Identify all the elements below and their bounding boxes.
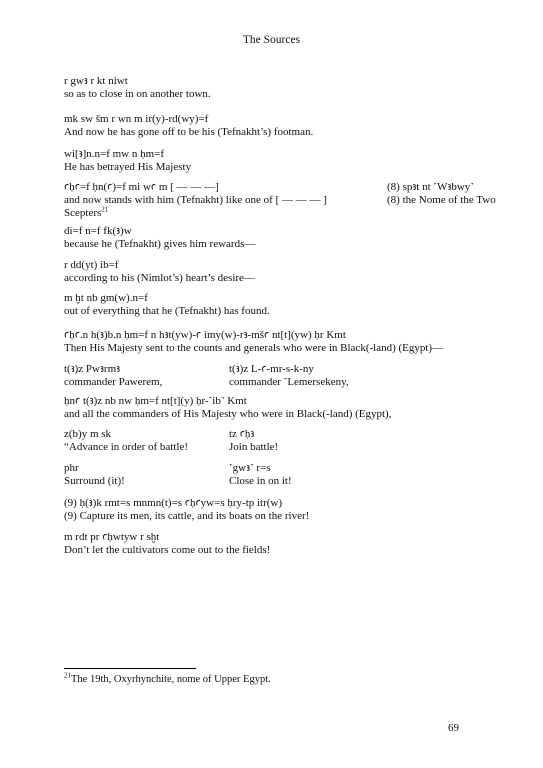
passage-block-2 [64,113,313,139]
passage-block-11-right [229,428,278,454]
translation: And now he has gone off to be his (Tefnakht’s) footman. [64,126,314,138]
passage-block-3 [64,148,191,174]
translation: because he (Tefnakht) gives him rewards— [64,238,256,250]
footnote-ref[interactable]: 21 [101,205,109,214]
translation: Close in on it! [229,475,292,487]
footnote-divider [64,668,196,669]
translation: Join battle! [229,441,279,453]
transliteration: wi[ꜣ]n.n=f mw n ḥm=f [64,148,165,160]
transliteration: m ḫt nb gm(w).n=f [64,292,148,304]
passage-block-5 [64,225,255,251]
passage-block-9-right [229,363,349,389]
translation: commander ˹Lemersekeny, [229,376,349,388]
passage-block-8 [64,329,443,355]
passage-block-4 [64,181,327,220]
translation: so as to close in on another town. [64,88,211,100]
transliteration: ˹gwꜣ˺ r=s [229,462,271,474]
transliteration: (9) ḥ(ꜣ)k rmt=s mnmn(t)=s ꜥḥꜥyw=s ḥry-tp itr(w) [64,497,283,509]
transliteration: t(ꜣ)z Pwꜣrmꜣ [64,363,121,375]
translation: out of everything that he (Tefnakht) has found. [64,305,270,317]
translation: Then His Majesty sent to the counts and generals who were in Black(-land) (Egypt)— [64,342,444,354]
translation: (9) Capture its men, its cattle, and its boats on the river! [64,510,310,522]
translation: (8) the Nome of the Two [387,194,496,206]
transliteration: ꜥḥꜥ.n h(ꜣ)b.n ḥm=f n hꜣt(yw)-ꜥ imy(w)-rꜣ-mšꜥ nt[t](yw) ḥr Kmt [64,329,346,341]
passage-block-1 [64,75,211,101]
passage-block-10 [64,395,391,421]
transliteration: r dd(yt) ib=f [64,259,119,271]
transliteration: tz ꜥḥꜣ [229,428,255,440]
footnote [64,673,271,686]
transliteration: m rdt pr ꜥḥwtyw r sḫt [64,531,160,543]
transliteration: ḥnꜥ t(ꜣ)z nb nw ḥm=f nt[t](y) ḥr-˹ib˺ Kmt [64,395,247,407]
footnote-marker: 21 [64,671,71,680]
passage-block-12-right [229,462,292,488]
translation: He has betrayed His Majesty [64,161,192,173]
transliteration: (8) spꜣt nt ˹Wꜣbwy˺ [387,181,474,193]
transliteration: z(b)y m sk [64,428,112,440]
passage-block-11-left [64,428,188,454]
translation: Don’t let the cultivators come out to the fields! [64,544,271,556]
footnote-text: The 19th, Oxyrhynchite, nome of Upper Egypt. [71,674,271,685]
margin-note [387,181,496,207]
passage-block-9-left [64,363,162,389]
translation: commander Pawerem, [64,376,163,388]
translation: Surround (it)! [64,475,125,487]
translation: and all the commanders of His Majesty who were in Black(-land) (Egypt), [64,408,392,420]
passage-block-6 [64,259,255,285]
translation: “Advance in order of battle! [64,441,188,453]
page-number: 69 [448,722,459,734]
transliteration: ꜥḥꜥ=f ḥn(ꜥ)=f mi wꜥ m [ — — —] [64,181,219,193]
passage-block-12-left [64,462,125,488]
transliteration: phr [64,462,79,474]
translation: and now stands with him (Tefnakht) like one of [ — — — ] [64,194,327,206]
transliteration: mk sw šm r wn m ir(y)-rd(wy)=f [64,113,209,125]
transliteration: t(ꜣ)z L-ꜥ-mr-s-k-ny [229,363,314,375]
transliteration: r gwꜣ r kt niwt [64,75,128,87]
translation-continuation: Scepters$^{21}$ [64,205,109,219]
running-header: The Sources [242,34,301,46]
passage-block-13 [64,497,309,523]
passage-block-7 [64,292,270,318]
translation: according to his (Nimlot’s) heart’s desire— [64,272,255,284]
passage-block-14 [64,531,270,557]
transliteration: di=f n=f fk(ꜣ)w [64,225,132,237]
